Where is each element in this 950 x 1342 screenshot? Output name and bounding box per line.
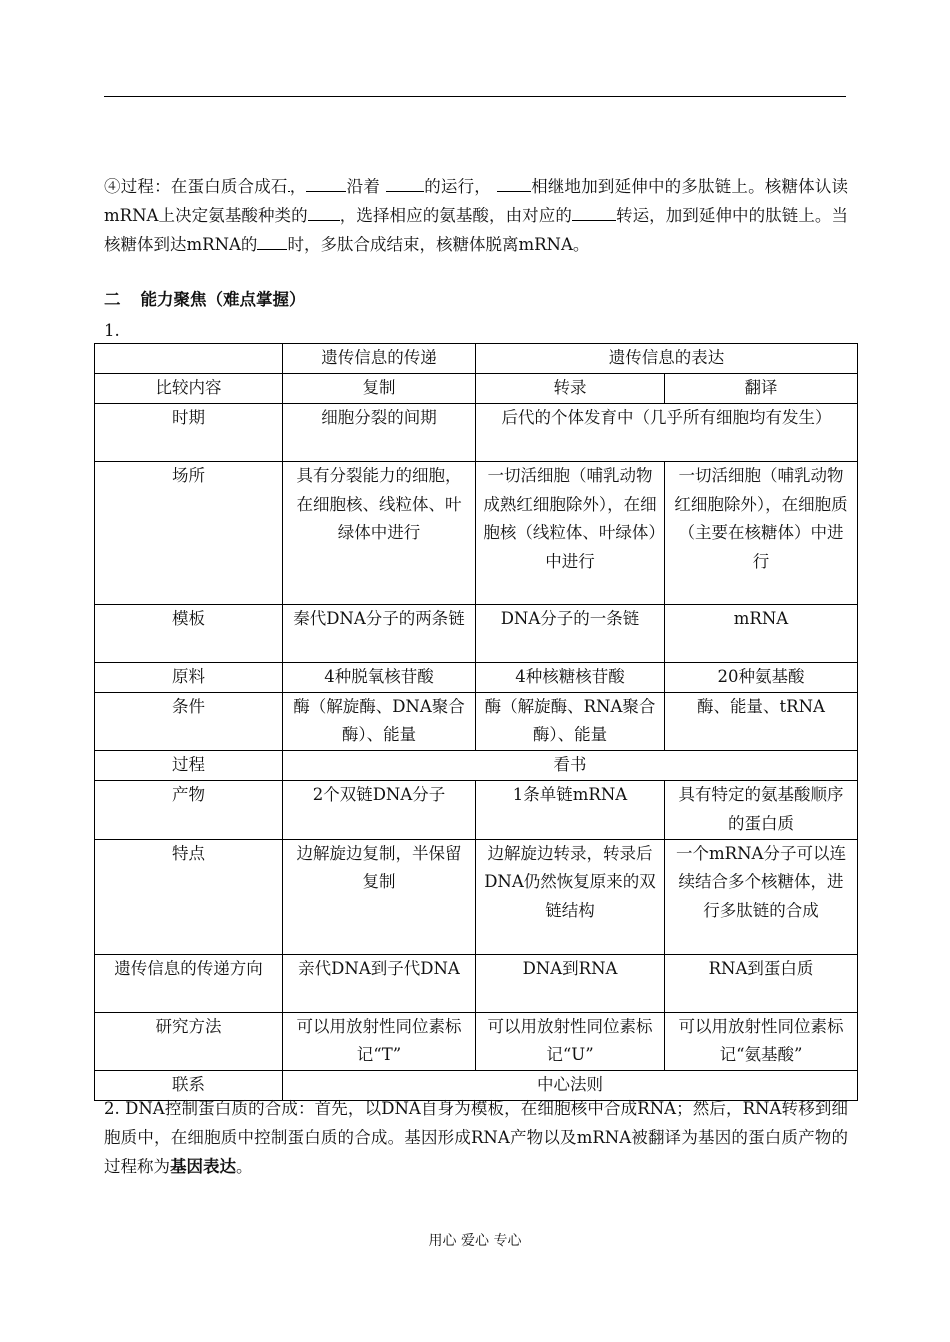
table-cell: 亲代DNA到子代DNA — [283, 954, 476, 1012]
table-row — [95, 954, 858, 1012]
table-header: 复制 — [283, 374, 476, 404]
table-cell: DNA分子的一条链 — [476, 604, 665, 662]
table-cell: 酶（解旋酶、RNA聚合酶）、能量 — [476, 692, 665, 751]
key-term: 基因表达 — [170, 1157, 236, 1176]
table-row — [95, 1012, 858, 1071]
table-header: 转录 — [476, 374, 665, 404]
fill-blank — [306, 177, 346, 192]
table-cell: 4种脱氧核苷酸 — [283, 662, 476, 692]
fill-blank — [497, 177, 531, 192]
table-row — [95, 403, 858, 461]
table-header: 比较内容 — [95, 374, 283, 404]
item-number: 1. — [104, 321, 120, 340]
table-header: 遗传信息的表达 — [476, 344, 858, 374]
paragraph-gene-expression: 2. DNA控制蛋白质的合成：首先，以DNA自身为模板，在细胞核中合成RNA；然后，RNA转移到细胞质中，在细胞质中控制蛋白质的合成。基因形成RNA产物以及mRNA被翻译为基因的蛋白质产物的过程称为基因表达。 — [104, 1099, 848, 1176]
table-cell: 酶、能量、tRNA — [665, 692, 858, 751]
paragraph-process-step4: ④过程：在蛋白质合成石 ， 沿着 的运行， 相继地加到延伸中的多肽链上。核糖体认读mRNA上决定氨基酸种类的 ，选择相应的氨基酸，由对应的 转运，加到延伸中的肽链上。当核糖体到达mRNA的 时，多肽合成结束，核糖体脱离mRNA。 — [104, 177, 849, 254]
row-label: 特点 — [95, 839, 283, 954]
table-cell: 酶（解旋酶、DNA聚合酶）、能量 — [283, 692, 476, 751]
row-label: 遗传信息的传递方向 — [95, 954, 283, 1012]
table-row — [95, 692, 858, 751]
row-label: 原料 — [95, 662, 283, 692]
table-header: 遗传信息的传递 — [283, 344, 476, 374]
table-cell: 4种核糖核苷酸 — [476, 662, 665, 692]
fill-blank — [308, 206, 340, 221]
table-cell: 后代的个体发育中（几乎所有细胞均有发生） — [476, 403, 858, 461]
fill-blank — [257, 235, 287, 250]
table-cell: 具有特定的氨基酸顺序的蛋白质 — [665, 780, 858, 839]
row-label: 产物 — [95, 780, 283, 839]
table-row — [95, 461, 858, 604]
table-cell: 看书 — [283, 751, 858, 781]
table-cell: 一切活细胞（哺乳动物成熟红细胞除外），在细胞核（线粒体、叶绿体）中进行 — [476, 461, 665, 604]
table-cell: 可以用放射性同位素标记“氨基酸” — [665, 1012, 858, 1071]
table-cell: 一个mRNA分子可以连续结合多个核糖体，进行多肽链的合成 — [665, 839, 858, 954]
table-header: 翻译 — [665, 374, 858, 404]
table-row — [95, 374, 858, 404]
fill-blank — [572, 206, 616, 221]
table-cell: 可以用放射性同位素标记“U” — [476, 1012, 665, 1071]
table-cell: 边解旋边复制，半保留复制 — [283, 839, 476, 954]
row-label: 时期 — [95, 403, 283, 461]
table-cell: mRNA — [665, 604, 858, 662]
row-label: 研究方法 — [95, 1012, 283, 1071]
row-label: 过程 — [95, 751, 283, 781]
row-label: 条件 — [95, 692, 283, 751]
table-cell: 2个双链DNA分子 — [283, 780, 476, 839]
table-cell: 秦代DNA分子的两条链 — [283, 604, 476, 662]
table-row — [95, 604, 858, 662]
row-label: 模板 — [95, 604, 283, 662]
table-row — [95, 839, 858, 954]
row-label: 场所 — [95, 461, 283, 604]
table-cell: DNA到RNA — [476, 954, 665, 1012]
table-cell: 20种氨基酸 — [665, 662, 858, 692]
table-cell: 1条单链mRNA — [476, 780, 665, 839]
fill-blank — [386, 177, 424, 192]
table-row — [95, 751, 858, 781]
table-cell: RNA到蛋白质 — [665, 954, 858, 1012]
table-cell: 可以用放射性同位素标记“T” — [283, 1012, 476, 1071]
table-row — [95, 662, 858, 692]
comparison-table — [94, 343, 858, 1101]
section-heading: 二 能力聚焦（难点掌握） — [104, 290, 306, 309]
table-row — [95, 344, 858, 374]
header-rule — [104, 96, 846, 97]
table-cell — [95, 344, 283, 374]
table-row — [95, 780, 858, 839]
table-cell: 中心法则 — [283, 1071, 858, 1101]
page-footer: 用心 爱心 专心 — [428, 1233, 522, 1249]
table-cell: 具有分裂能力的细胞，在细胞核、线粒体、叶绿体中进行 — [283, 461, 476, 604]
table-cell: 边解旋边转录，转录后DNA仍然恢复原来的双链结构 — [476, 839, 665, 954]
table-cell: 细胞分裂的间期 — [283, 403, 476, 461]
row-label: 联系 — [95, 1071, 283, 1101]
table-cell: 一切活细胞（哺乳动物红细胞除外），在细胞质（主要在核糖体）中进行 — [665, 461, 858, 604]
